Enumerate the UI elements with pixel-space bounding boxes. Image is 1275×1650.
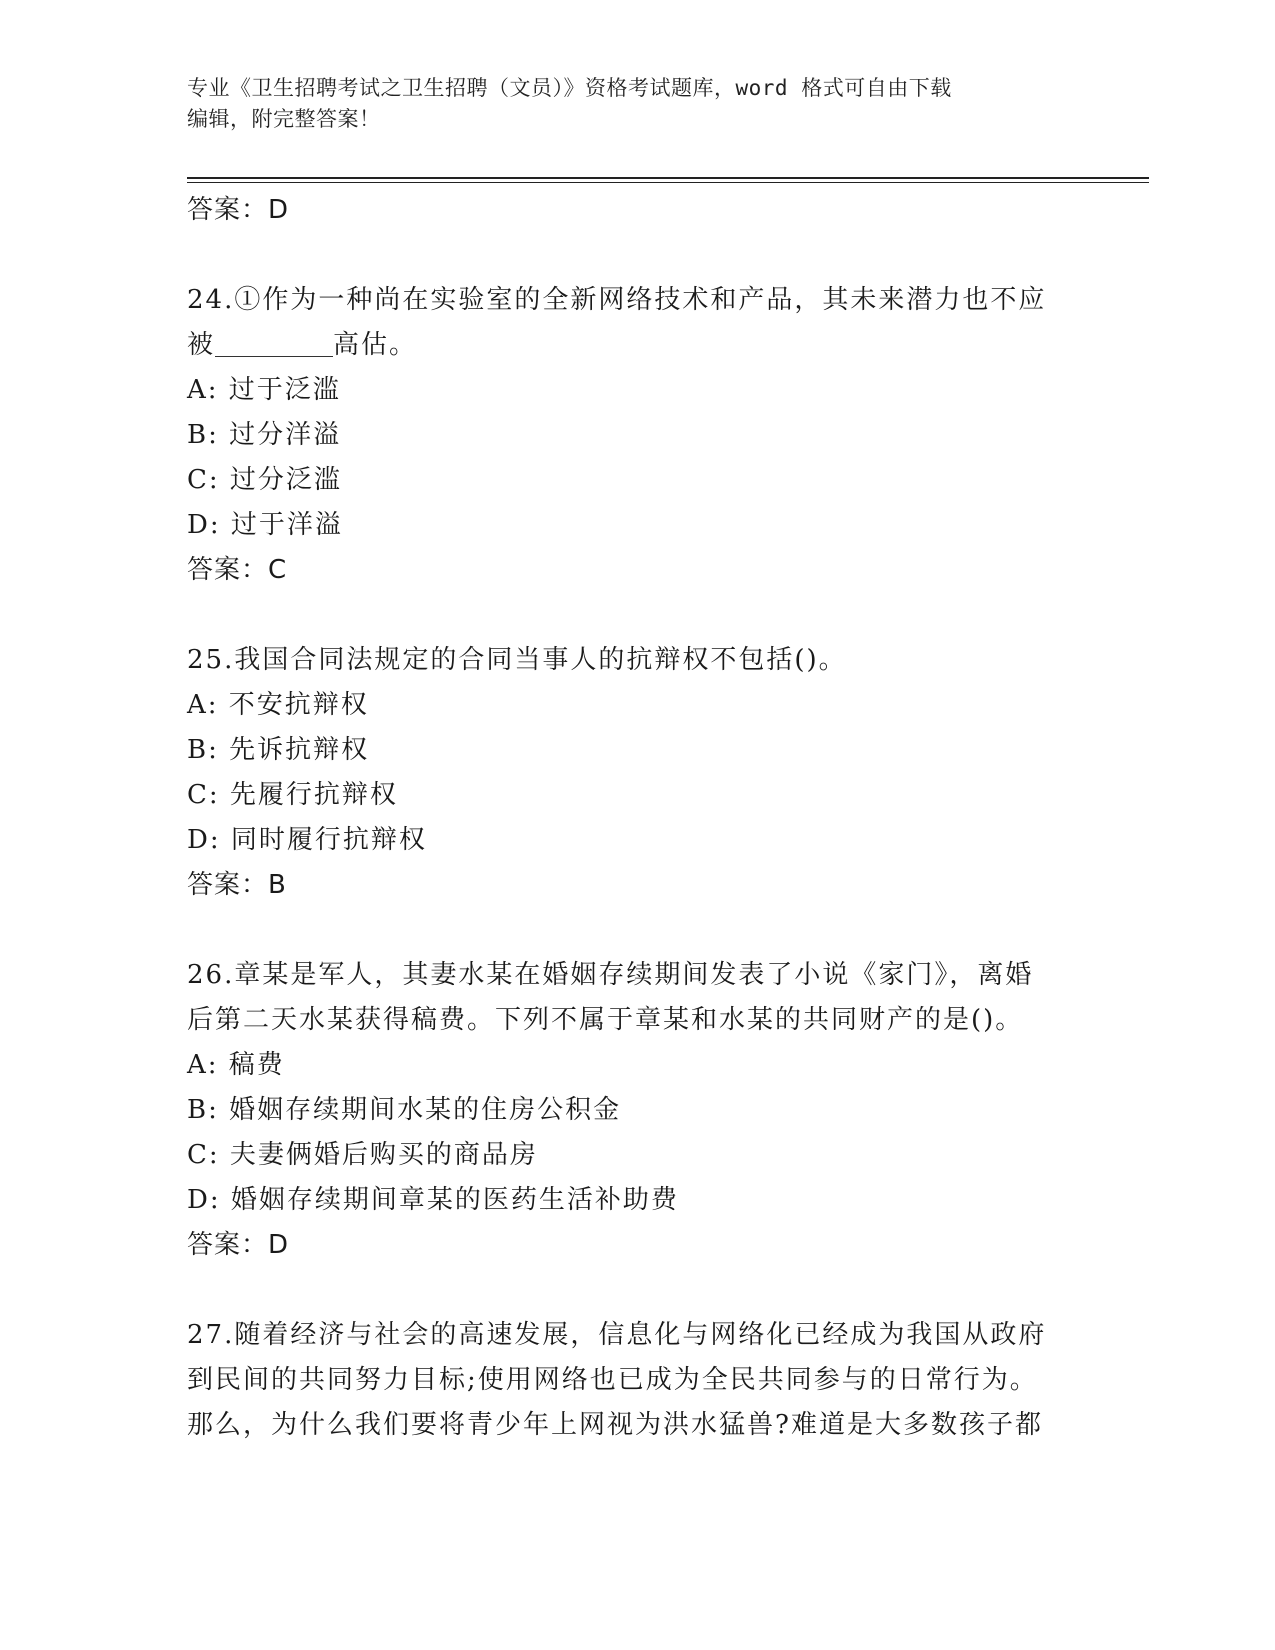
question-27 — [187, 1313, 1067, 1448]
question-24 — [187, 278, 1067, 593]
answer-line: 答案：C — [187, 555, 288, 585]
option-d: D: 婚姻存续期间章某的医药生活补助费 — [187, 1185, 679, 1215]
document-header — [187, 73, 1067, 135]
option-c: C: 过分泛滥 — [187, 465, 342, 495]
question-stem: 到民间的共同努力目标;使用网络也已成为全民共同参与的日常行为。 — [187, 1365, 1038, 1395]
question-stem: 26.章某是军人，其妻水某在婚姻存续期间发表了小说《家门》，离婚 — [187, 960, 1034, 990]
header-line-2: 编辑，附完整答案！ — [187, 107, 381, 131]
question-list — [187, 188, 1067, 1448]
header-rule-thin — [187, 182, 1149, 183]
option-b: B: 过分洋溢 — [187, 420, 342, 450]
stem-text: 被 — [187, 330, 216, 360]
question-stem: 25.我国合同法规定的合同当事人的抗辩权不包括()。 — [187, 645, 847, 675]
question-stem: 那么，为什么我们要将青少年上网视为洪水猛兽?难道是大多数孩子都 — [187, 1410, 1043, 1440]
question-stem-blank-line — [187, 323, 1067, 368]
question-stem: 24.①作为一种尚在实验室的全新网络技术和产品，其未来潜力也不应 — [187, 285, 1047, 315]
option-c: C: 先履行抗辩权 — [187, 780, 398, 810]
fill-blank — [215, 330, 333, 357]
question-25 — [187, 638, 1067, 908]
option-d: D: 过于洋溢 — [187, 510, 343, 540]
option-b: B: 婚姻存续期间水某的住房公积金 — [187, 1095, 622, 1125]
option-c: C: 夫妻俩婚后购买的商品房 — [187, 1140, 538, 1170]
question-26 — [187, 953, 1067, 1268]
question-stem: 27.随着经济与社会的高速发展，信息化与网络化已经成为我国从政府 — [187, 1320, 1047, 1350]
question-stem: 后第二天水某获得稿费。下列不属于章某和水某的共同财产的是()。 — [187, 1005, 1024, 1035]
header-line-1: 专业《卫生招聘考试之卫生招聘（文员）》资格考试题库，word 格式可自由下载 — [187, 76, 952, 100]
answer-line: 答案：D — [187, 195, 290, 225]
option-a: A: 稿费 — [187, 1050, 285, 1080]
option-d: D: 同时履行抗辩权 — [187, 825, 427, 855]
stem-text: 高估。 — [333, 330, 418, 360]
answer-line: 答案：D — [187, 1230, 290, 1260]
header-rule-thick — [187, 177, 1149, 179]
option-b: B: 先诉抗辩权 — [187, 735, 370, 765]
option-a: A: 不安抗辩权 — [187, 690, 369, 720]
answer-line: 答案：B — [187, 870, 287, 900]
option-a: A: 过于泛滥 — [187, 375, 341, 405]
